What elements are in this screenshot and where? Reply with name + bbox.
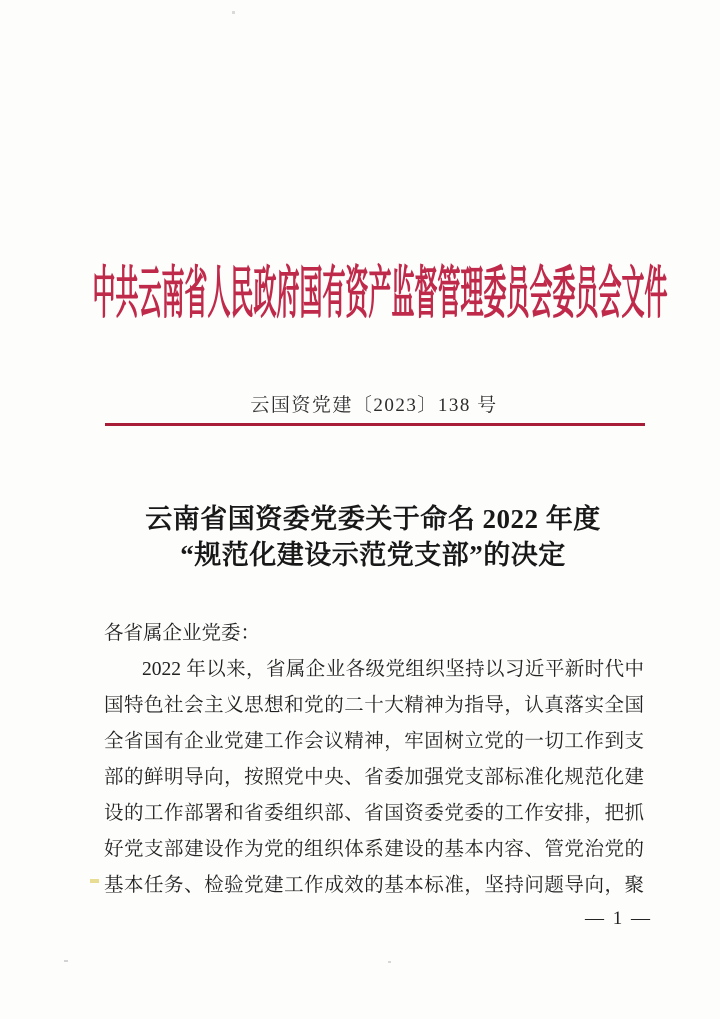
red-divider-line: [105, 423, 645, 426]
document-body: [104, 616, 644, 904]
body-line: 全省国有企业党建工作会议精神，牢固树立党的一切工作到支: [104, 731, 644, 752]
body-line: 好党支部建设作为党的组织体系建设的基本内容、管党治党的: [104, 839, 644, 860]
document-number: 云国资党建〔2023〕138 号: [250, 395, 498, 416]
document-title-line2: “规范化建设示范党支部”的决定: [180, 540, 566, 570]
document-title: [40, 501, 706, 573]
body-line: 基本任务、检验党建工作成效的基本标准，坚持问题导向，聚: [104, 875, 644, 896]
page-number: — 1 —: [585, 908, 652, 929]
body-line: 2022 年以来，省属企业各级党组织坚持以习近平新时代中: [142, 659, 644, 680]
scan-mark: [90, 879, 99, 883]
salutation: 各省属企业党委：: [104, 623, 261, 644]
letterhead-text: 中共云南省人民政府国有资产监督管理委员会委员会文件: [92, 262, 668, 324]
scan-speck: [232, 11, 235, 14]
body-line: 国特色社会主义思想和党的二十大精神为指导，认真落实全国: [104, 695, 644, 716]
scan-speck: [64, 960, 68, 962]
scan-speck: [388, 961, 391, 963]
letterhead: [92, 257, 668, 324]
document-title-line1: 云南省国资委党委关于命名 2022 年度: [145, 504, 601, 534]
body-line: 部的鲜明导向，按照党中央、省委加强党支部标准化规范化建: [104, 767, 644, 788]
body-line: 设的工作部署和省委组织部、省国资委党委的工作安排，把抓: [104, 803, 644, 824]
